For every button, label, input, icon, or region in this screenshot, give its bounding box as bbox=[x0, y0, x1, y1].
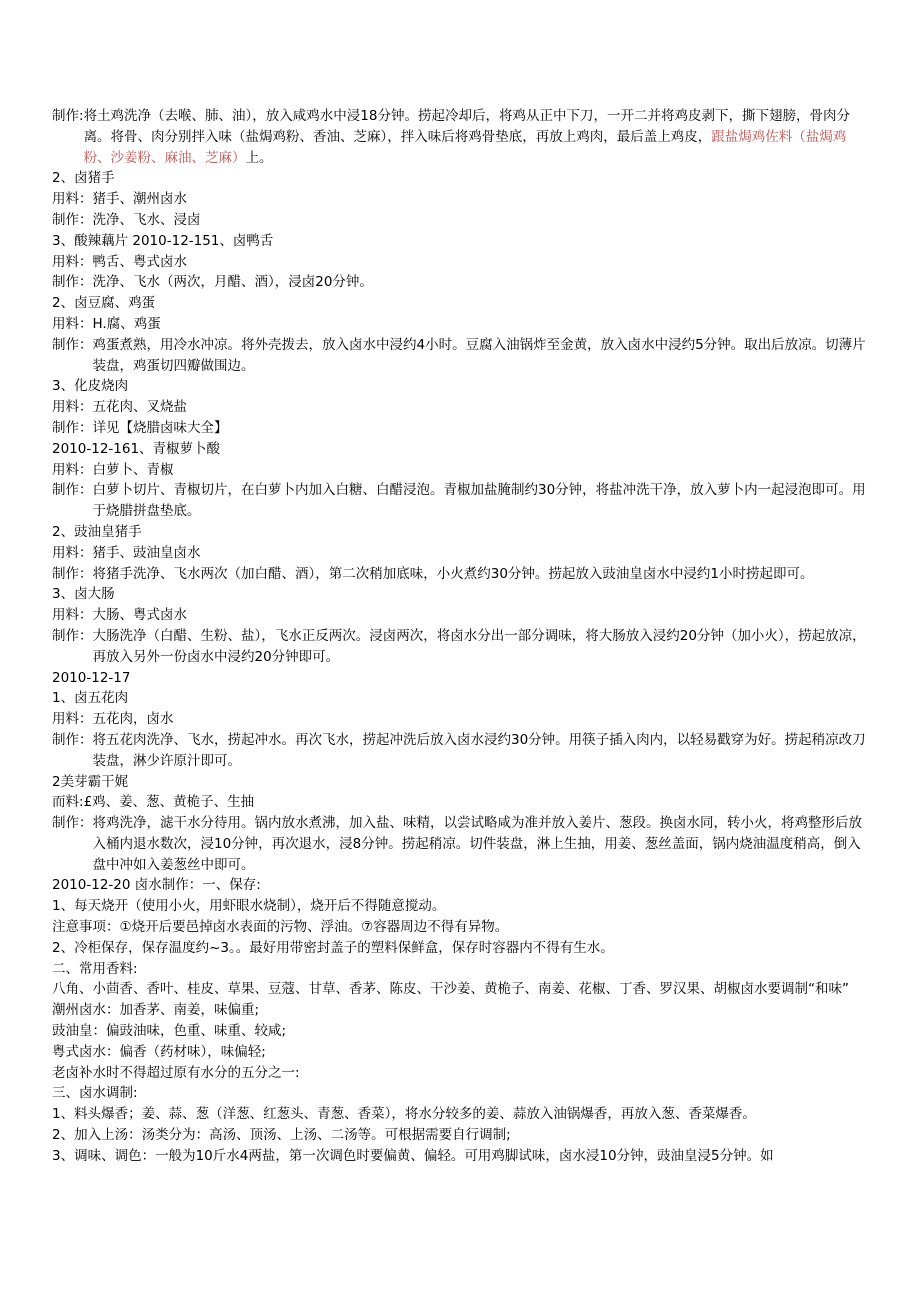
section-heading: 2、卤豆腐、鸡蛋 bbox=[52, 295, 156, 312]
date-heading: 2010-12-17 bbox=[52, 669, 131, 686]
text-line: 豉油皇：偏豉油味，色重、味重、较咸; bbox=[52, 1023, 287, 1040]
method-paragraph: 制作： 洗净、飞水（两次，月醋、酒），浸卤20分钟。 bbox=[52, 274, 373, 291]
method-paragraph: 制作： 将鸡洗净，滤干水分待用。锅内放水煮沸，加入盐、味精，以尝试略咸为准并放入姜片、葱段。换卤水同，转小火，将鸡整形后放入桶内退水数次，浸10分钟，再次退水，浸8分钟。捞起稍凉。切件装盘，淋上生抽，用姜、葱丝盖面，锅内烧油温度稍高，倒入盘中冲如入姜葱丝中即可。 bbox=[52, 815, 862, 873]
section-heading: 三、卤水调制: bbox=[52, 1085, 138, 1102]
text-line: 2、加入上汤：汤类分为：高汤、顶汤、上汤、二汤等。可根据需要自行调制; bbox=[52, 1127, 511, 1144]
section-heading: 2美芽霸干娓 bbox=[52, 773, 129, 790]
section-heading: 2010-12-20 卤水制作：一、保存: bbox=[52, 877, 261, 894]
ingredients-line: 用料： 猪手、豉油皇卤水 bbox=[52, 544, 201, 561]
section-heading: 二、常用香料: bbox=[52, 960, 138, 977]
text-line: 老卤补水时不得超过原有水分的五分之一: bbox=[52, 1064, 300, 1081]
method-paragraph: 制作： 白萝卜切片、青椒切片，在白萝卜内加入白糖、白醋浸泡。青椒加盐腌制约30分钟，将盐冲洗干净，放入萝卜内一起浸泡即可。用于烧腊拼盘垫底。 bbox=[52, 482, 866, 520]
method-paragraph: 制作： 将猪手洗净、飞水两次（加白醋、酒），第二次稍加底味，小火煮约30分钟。捞起放入豉油皇卤水中浸约1小时捞起即可。 bbox=[52, 565, 814, 582]
section-heading: 3、酸辣藕片 2010-12-151、卤鸭舌 bbox=[52, 232, 274, 249]
method-paragraph: 制作： 详见【烧腊卤味大全】 bbox=[52, 419, 228, 436]
text-line: 1、每天烧开（使用小火，用虾眼水烧制），烧开后不得随意搅动。 bbox=[52, 898, 446, 915]
section-heading: 2、豉油皇猪手 bbox=[52, 523, 142, 540]
section-heading: 3、卤大肠 bbox=[52, 586, 115, 603]
ingredients-line: 用料： 大肠、粤式卤水 bbox=[52, 607, 187, 624]
text-line: 潮州卤水：加香茅、南姜，味偏重; bbox=[52, 1002, 260, 1019]
section-heading: 1、卤五花肉 bbox=[52, 690, 129, 707]
text-line: 注意事项：①烧开后要邑掉卤水表面的污物、浮油。⑦容器周边不得有异物。 bbox=[52, 919, 509, 936]
text-line: 粤式卤水：偏香（药材味），味偏轻; bbox=[52, 1043, 266, 1060]
method-paragraph bbox=[52, 106, 872, 168]
text-line: 2、冷柜保存，保存温度约~3。。最好用带密封盖子的塑料保鲜盒，保存时容器内不得有生水。 bbox=[52, 939, 614, 956]
ingredients-line: 用料： 鸭舌、粤式卤水 bbox=[52, 253, 187, 270]
method-paragraph: 制作： 鸡蛋煮熟，用冷水冲凉。将外壳拨去，放入卤水中浸约4小时。豆腐入油锅炸至金黄，放入卤水中浸约5分钟。取出后放凉。切薄片装盘，鸡蛋切四瓣做围边。 bbox=[52, 336, 866, 374]
section-heading: 2010-12-161、青椒萝卜酸 bbox=[52, 440, 221, 457]
ingredients-line: 用料： H.腐、鸡蛋 bbox=[52, 315, 161, 332]
highlight-text: 跟盐焗鸡佐料（盐焗鸡粉、沙姜粉、麻油、芝麻） bbox=[83, 128, 847, 166]
text-line: 1、料头爆香；姜、蒜、葱（洋葱、红葱头、青葱、香菜），将水分较多的姜、蒜放入油锅爆香，再放入葱、香菜爆香。 bbox=[52, 1106, 756, 1123]
ingredients-line: 用料： 五花肉、叉烧盐 bbox=[52, 399, 187, 416]
method-paragraph: 制作： 大肠洗净（白醋、生粉、盐），飞水正反两次。浸卤两次，将卤水分出一部分调味，将大肠放入浸约20分钟（加小火），捞起放凉，再放入另外一份卤水中浸约20分钟即可。 bbox=[52, 627, 866, 665]
method-label: 制作: bbox=[52, 108, 84, 124]
ingredients-line: 用料： 猪手、潮州卤水 bbox=[52, 191, 187, 208]
ingredients-line: 用料： 白萝卜、青椒 bbox=[52, 461, 174, 478]
ingredients-line: 而料: £鸡、姜、葱、黄桅子、生抽 bbox=[52, 794, 255, 811]
method-text: 将土鸡洗净（去喉、肺、油），放入咸鸡水中浸18分钟。捞起冷却后，将鸡从正中下刀，一开二并将鸡皮剥下，撕下翅膀，骨肉分离。将骨、肉分别拌入味（盐焗鸡粉、香油、芝麻），拌入味后将鸡骨垫底，再放上鸡肉，最后盖上鸡皮，跟盐焗鸡佐料（盐焗鸡粉、沙姜粉、麻油、芝麻）上。 bbox=[83, 108, 850, 166]
document-page bbox=[52, 106, 872, 1167]
section-heading: 2、卤猪手 bbox=[52, 170, 115, 187]
spice-list: 八角、小茴香、香叶、桂皮、草果、豆蔻、甘草、香茅、陈皮、干沙姜、黄桅子、南姜、花椒、丁香、罗汉果、胡椒卤水要调制“和味” bbox=[52, 981, 849, 998]
text-line: 3、调味、调色：一般为10斤水4两盐，第一次调色时要偏黄、偏轻。可用鸡脚试味，卤水浸10分钟，豉油皇浸5分钟。如 bbox=[52, 1147, 774, 1164]
ingredients-line: 用料： 五花肉，卤水 bbox=[52, 711, 174, 728]
method-paragraph: 制作： 将五花肉洗净、飞水，捞起冲水。再次飞水，捞起冲洗后放入卤水浸约30分钟。用筷子插入肉内，以轻易戳穿为好。捞起稍凉改刀装盘，淋少许原汁即可。 bbox=[52, 731, 866, 769]
method-paragraph: 制作： 洗净、飞水、浸卤 bbox=[52, 211, 201, 228]
section-heading: 3、化皮烧肉 bbox=[52, 378, 129, 395]
